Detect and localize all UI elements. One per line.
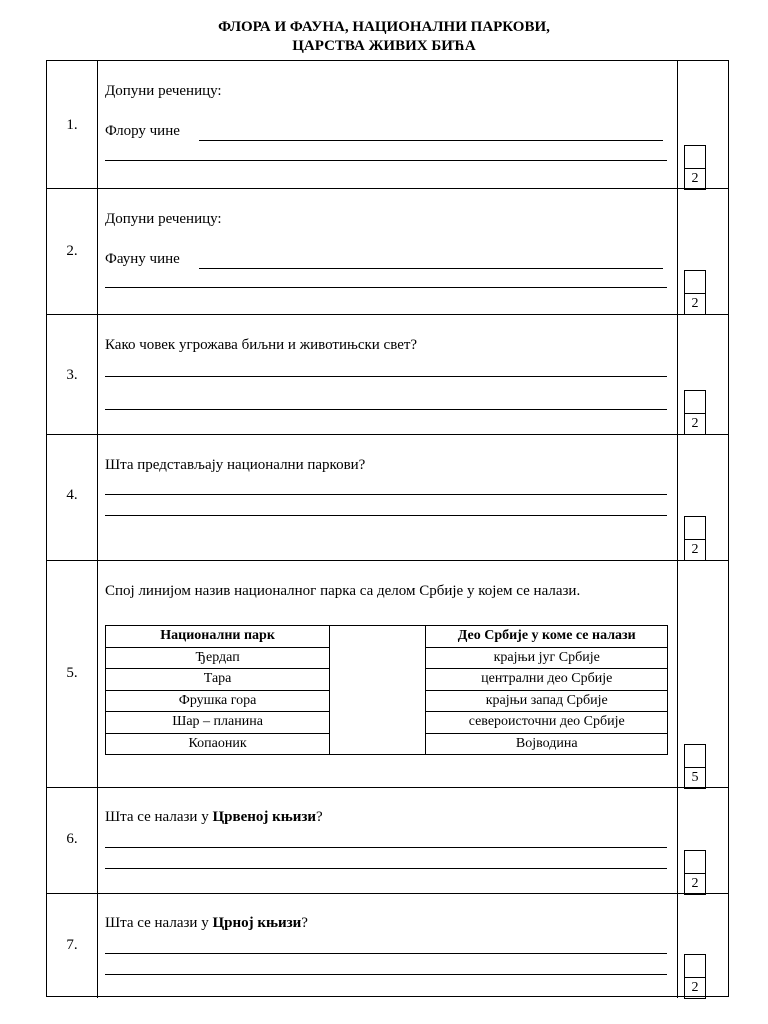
- question-prompt: [105, 915, 308, 932]
- question-number: 1.: [66, 117, 78, 133]
- question-number: 4.: [66, 487, 78, 503]
- question-number: 2.: [66, 243, 78, 259]
- score-cell: [677, 894, 728, 998]
- region-cell[interactable]: крајњи југ Србије: [426, 647, 668, 669]
- question-intro: Допуни реченицу:: [105, 83, 222, 99]
- answer-line[interactable]: [105, 376, 667, 377]
- park-cell[interactable]: Фрушка гора: [106, 690, 330, 712]
- score-box: [684, 390, 706, 435]
- question-number-cell: [47, 561, 98, 787]
- score-box: [684, 145, 706, 190]
- answer-line[interactable]: [105, 160, 667, 161]
- question-content: [105, 894, 668, 998]
- prompt-text-end: ?: [301, 915, 308, 931]
- answer-line[interactable]: [105, 494, 667, 495]
- score-input[interactable]: [685, 745, 705, 768]
- max-points: 2: [691, 876, 699, 891]
- park-column-header: Национални парк: [106, 626, 330, 648]
- prompt-text: Шта се налази у: [105, 915, 213, 931]
- max-points: 2: [691, 171, 699, 186]
- score-box: [684, 744, 706, 789]
- matching-gap[interactable]: [330, 626, 426, 755]
- max-points: 2: [691, 980, 699, 995]
- score-box: [684, 270, 706, 315]
- max-points: 2: [691, 542, 699, 557]
- park-cell[interactable]: Ђердап: [106, 647, 330, 669]
- score-cell: [677, 788, 728, 893]
- prompt-text-end: ?: [316, 809, 323, 825]
- question-prompt: Шта представљају национални паркови?: [105, 457, 366, 473]
- question-number-cell: [47, 435, 98, 560]
- question-number: 5.: [66, 665, 78, 681]
- answer-line[interactable]: [199, 268, 663, 269]
- answer-line[interactable]: [105, 868, 667, 869]
- prompt-bold-text: Црној књизи: [212, 915, 302, 931]
- question-prompt: Флору чине: [105, 123, 180, 139]
- park-cell[interactable]: Тара: [106, 669, 330, 691]
- question-intro: Допуни реченицу:: [105, 211, 222, 227]
- title-line-2: ЦАРСТВА ЖИВИХ БИЋА: [292, 38, 476, 54]
- answer-line[interactable]: [105, 974, 667, 975]
- score-cell: [677, 435, 728, 560]
- page-title: [0, 18, 768, 56]
- question-prompt: [105, 809, 323, 826]
- question-prompt: Како човек угрожава биљни и животињски свет?: [105, 337, 418, 353]
- question-content: [105, 61, 668, 188]
- score-input[interactable]: [685, 271, 705, 294]
- question-content: [105, 435, 668, 560]
- answer-line[interactable]: [105, 847, 667, 848]
- region-cell[interactable]: Војводина: [426, 733, 668, 755]
- question-content: [105, 315, 668, 434]
- matching-table: [105, 625, 668, 755]
- max-points: 2: [691, 416, 699, 431]
- max-points: 2: [691, 296, 699, 311]
- question-prompt: Фауну чине: [105, 251, 180, 267]
- question-number-cell: [47, 189, 98, 314]
- park-cell[interactable]: Шар – планина: [106, 712, 330, 734]
- region-cell[interactable]: североисточни део Србије: [426, 712, 668, 734]
- question-row-2: [47, 189, 728, 315]
- question-content: [105, 788, 668, 893]
- answer-line[interactable]: [105, 515, 667, 516]
- answer-line[interactable]: [105, 409, 667, 410]
- question-row-5: [47, 561, 728, 788]
- question-row-6: [47, 788, 728, 894]
- question-number-cell: [47, 61, 98, 188]
- question-row-1: [47, 61, 728, 189]
- question-number: 6.: [66, 831, 78, 847]
- score-cell: [677, 561, 728, 787]
- question-number: 7.: [66, 937, 78, 953]
- score-box: [684, 954, 706, 999]
- score-input[interactable]: [685, 391, 705, 414]
- score-box: [684, 516, 706, 561]
- score-input[interactable]: [685, 851, 705, 874]
- question-number-cell: [47, 315, 98, 434]
- park-cell[interactable]: Копаоник: [106, 733, 330, 755]
- score-cell: [677, 61, 728, 188]
- title-line-1: ФЛОРА И ФАУНА, НАЦИОНАЛНИ ПАРКОВИ,: [218, 19, 550, 35]
- score-box: [684, 850, 706, 895]
- prompt-text: Шта се налази у: [105, 809, 213, 825]
- question-row-4: [47, 435, 728, 561]
- question-prompt: Спој линијом назив националног парка са делом Србије у којем се налази.: [105, 583, 581, 599]
- question-number: 3.: [66, 367, 78, 383]
- region-cell[interactable]: крајњи запад Србије: [426, 690, 668, 712]
- score-input[interactable]: [685, 955, 705, 978]
- region-column-header: Део Србије у коме се налази: [426, 626, 668, 648]
- answer-line[interactable]: [105, 287, 667, 288]
- worksheet-table: [46, 60, 729, 997]
- answer-line[interactable]: [105, 953, 667, 954]
- prompt-bold-text: Црвеној књизи: [212, 809, 317, 825]
- max-points: 5: [691, 770, 699, 785]
- question-number-cell: [47, 788, 98, 893]
- question-content: [105, 561, 668, 787]
- score-input[interactable]: [685, 146, 705, 169]
- score-input[interactable]: [685, 517, 705, 540]
- question-row-7: [47, 894, 728, 998]
- score-cell: [677, 315, 728, 434]
- question-content: [105, 189, 668, 314]
- question-row-3: [47, 315, 728, 435]
- question-number-cell: [47, 894, 98, 998]
- region-cell[interactable]: централни део Србије: [426, 669, 668, 691]
- score-cell: [677, 189, 728, 314]
- answer-line[interactable]: [199, 140, 663, 141]
